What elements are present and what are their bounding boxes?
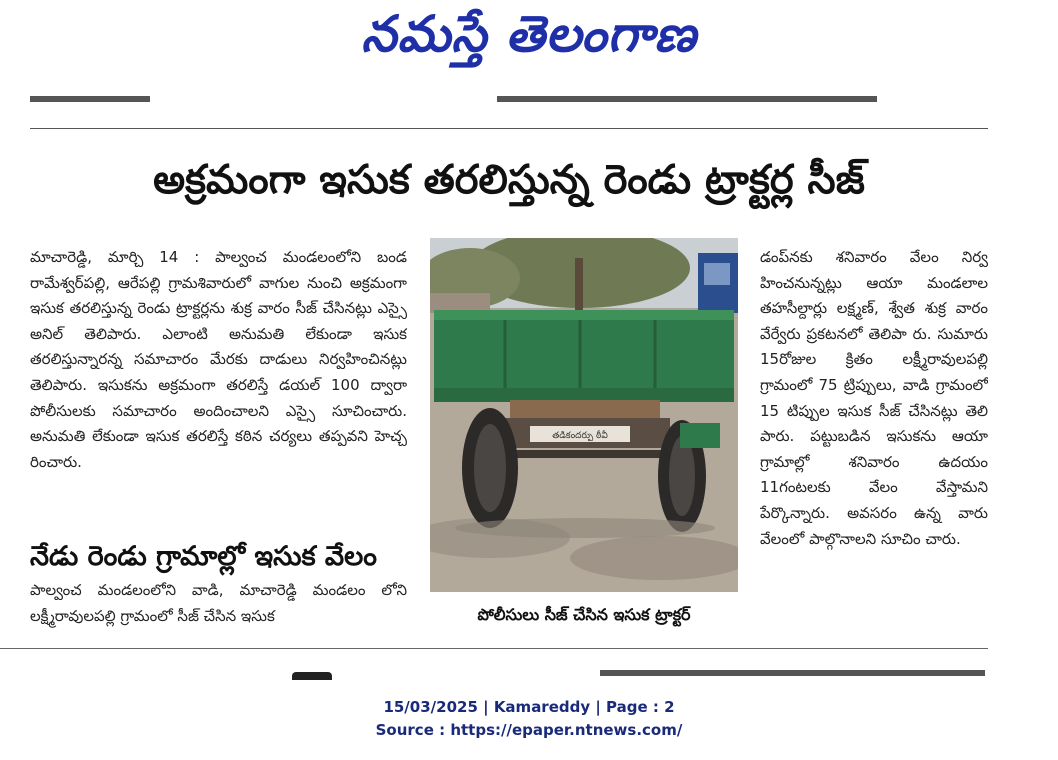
footer-source: Source : https://epaper.ntnews.com/ [375,721,683,739]
article-headline: అక్రమంగా ఇసుక తరలిస్తున్న రెండు ట్రాక్టర్ల సీజ్ [153,157,865,203]
tractor-photo [430,238,738,592]
masthead [0,0,1058,80]
article-left-column: మాచారెడ్డి, మార్చి 14 : పాల్వంచ మండలంలోని బండ రామేశ్వర్‌పల్లి, ఆరేపల్లి గ్రామశివారులో వాగుల నుంచి అక్రమంగా ఇసుక తరలిస్తున్న రెండు ట్రాక్టర్లను శుక్ర వారం సీజ్ చేసినట్లు ఎస్సై అనిల్ తెలిపారు. ఎలాంటి అనుమతి లేకుండా ఇసుక తరలిస్తున్నారన్న సమాచారం మేరకు దాడులు నిర్వహించినట్లు తెలిపారు. ఇసుకను అక్రమంగా తరలిస్తే డయల్ 100 ద్వారా పోలీసులకు సమాచారం అందించాలని ఎస్సై సూచించారు. అనుమతి లేకుండా ఇసుక తరలిస్తే కఠిన చర్యలు తప్పవని హెచ్చ రించారు. [30,248,407,471]
bottom-divider [0,648,988,649]
tractor-trailer-image [430,238,738,592]
photo-caption: పోలీసులు సీజ్ చేసిన ఇసుక ట్రాక్టర్ [477,605,691,624]
plate-text: తడికందర్పు ఠీవీ [552,431,608,441]
cropped-text-line [30,92,898,104]
cropped-glyph [292,672,332,680]
page-footer [0,696,1058,742]
article-right-column: డంప్‌నకు శనివారం వేలం నిర్వ హించనున్నట్లు ఆయా మండలాల తహసీల్దార్లు లక్ష్మణ్, శ్వేత శుక్ర వారం వేర్వేరు ప్రకటనలో తెలిపా రు. సుమారు 15రోజుల క్రితం లక్ష్మీరావులపల్లి గ్రామంలో 75 ట్రిప్పులు, వాడి గ్రామంలో 15 టిప్పుల ఇసుక సీజ్ చేసినట్లు తెలి పారు. పట్టుబడిన ఇసుకను ఆయా గ్రామాల్లో శనివారం ఉదయం 11గంటలకు వేలం వేస్తామని పేర్కొన్నారు. అవసరం ఉన్న వారు వేలంలో పాల్గొనాలని సూచిం చారు. [760,248,988,548]
top-divider [30,128,988,129]
cropped-text-line-bottom [600,666,990,678]
masthead-title: నమస్తే తెలంగాణ [361,4,697,63]
footer-date-edition: 15/03/2025 | Kamareddy | Page : 2 [383,698,675,716]
article-left-column-continued: పాల్వంచ మండలంలోని వాడి, మాచారెడ్డి మండలం లోని లక్ష్మీరావులపల్లి గ్రామంలో సీజ్ చేసిన ఇసుక [30,581,407,625]
article-subheading: నేడు రెండు గ్రామాల్లో ఇసుక వేలం [30,541,377,572]
